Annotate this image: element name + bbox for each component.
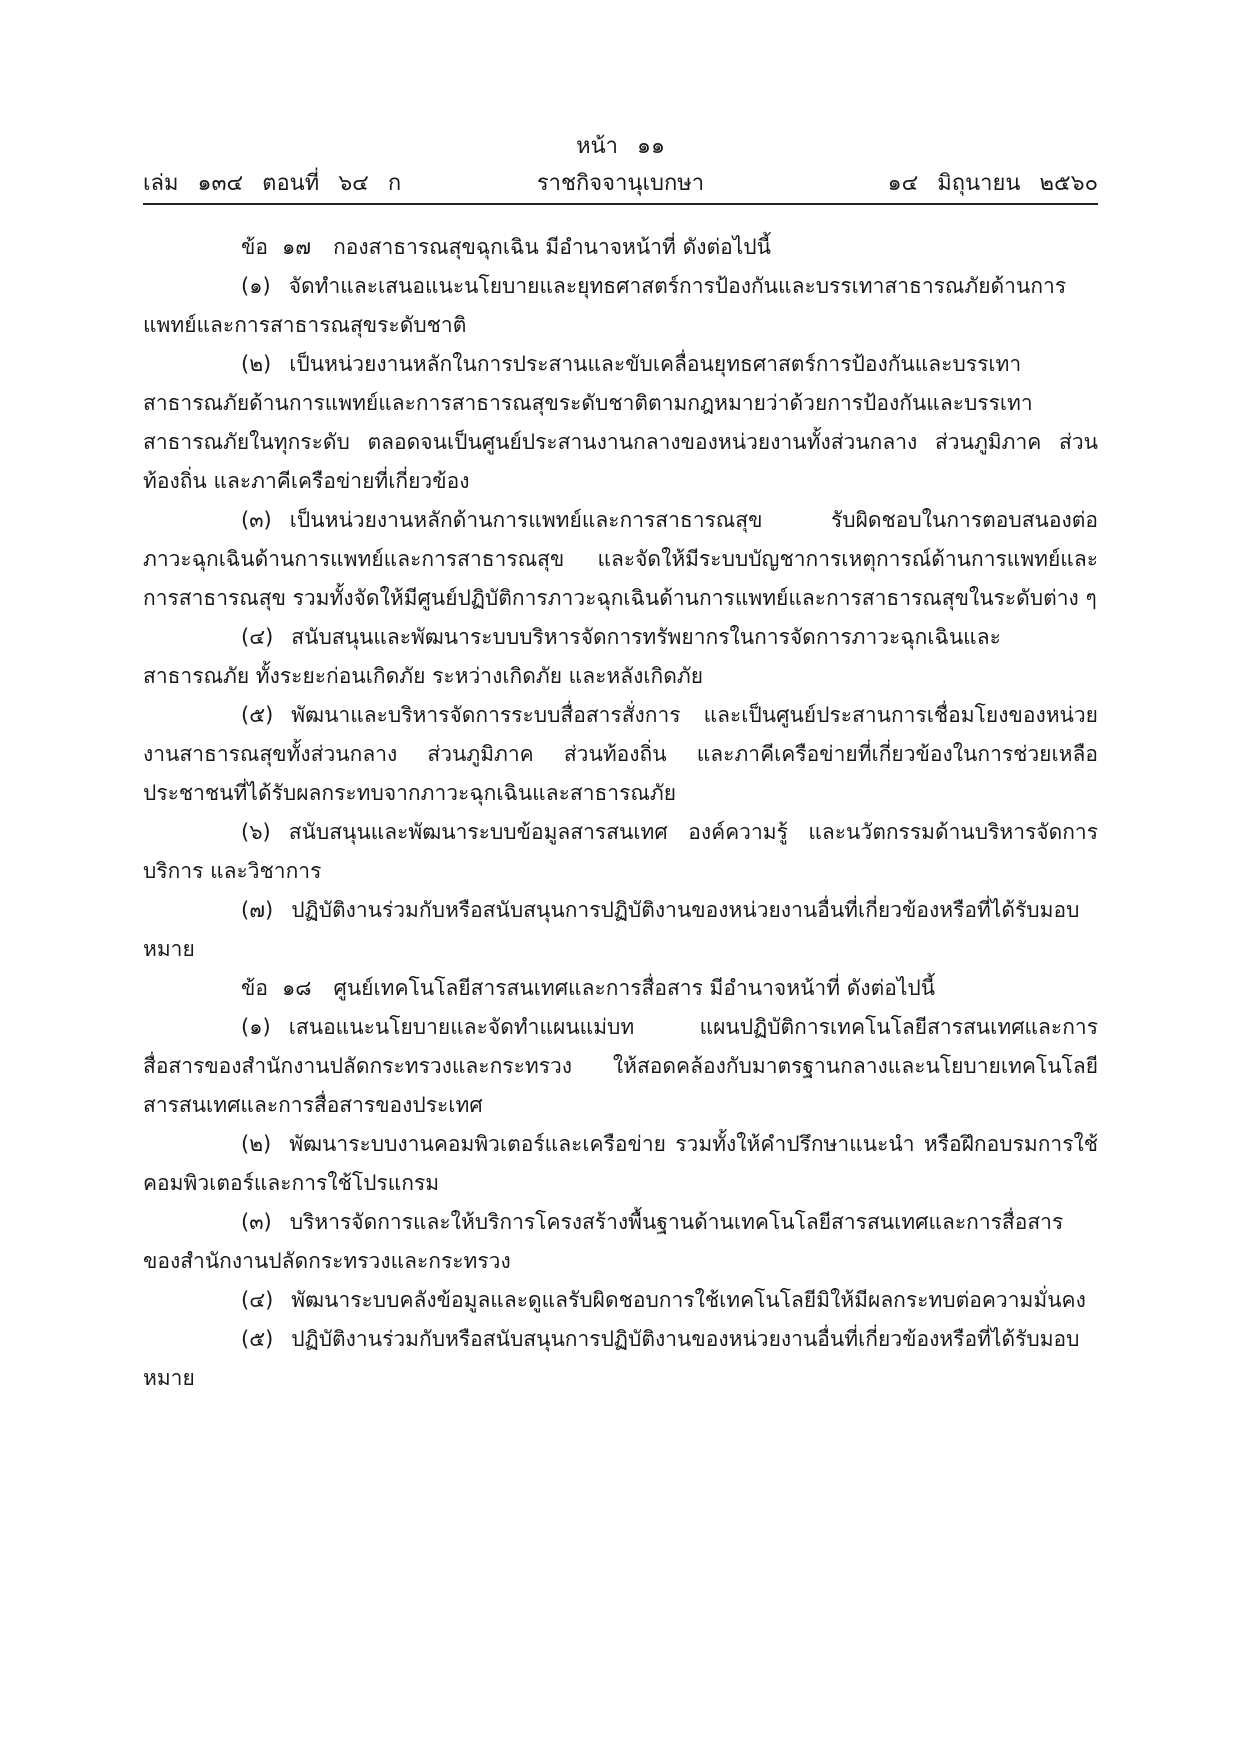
list-item xyxy=(143,267,1098,345)
issue-section: ก xyxy=(387,171,402,196)
item-text: ปฏิบัติงานร่วมกับหรือสนับสนุนการปฏิบัติงานของหน่วยงานอื่นที่เกี่ยวข้องหรือที่ได้รับมอบหมาย xyxy=(143,898,1080,961)
section-number: ๑๘ xyxy=(281,976,312,1000)
page-number-value: ๑๑ xyxy=(636,134,665,159)
item-text: เป็นหน่วยงานหลักด้านการแพทย์และการสาธารณสุข รับผิดชอบในการตอบสนองต่อภาวะฉุกเฉินด้านการแพทย์และการสาธารณสุข และจัดให้มีระบบบัญชาการเหตุการณ์ด้านการแพทย์และการสาธารณสุข รวมทั้งจัดให้มีศูนย์ปฏิบัติการภาวะฉุกเฉินด้านการแพทย์และการสาธารณสุขในระดับต่าง ๆ xyxy=(143,508,1098,610)
item-number: (๖) xyxy=(241,820,271,844)
section-label: ข้อ xyxy=(241,976,268,1000)
item-number: (๒) xyxy=(241,1132,272,1156)
item-number: (๑) xyxy=(241,1015,271,1039)
publication-date xyxy=(888,165,1098,200)
date-month: มิถุนายน xyxy=(937,171,1021,196)
section-heading-text: ศูนย์เทคโนโลยีสารสนเทศและการสื่อสาร มีอำนาจหน้าที่ ดังต่อไปนี้ xyxy=(333,976,936,1000)
item-text: เป็นหน่วยงานหลักในการประสานและขับเคลื่อนยุทธศาสตร์การป้องกันและบรรเทาสาธารณภัยด้านการแพทย์และการสาธารณสุขระดับชาติตามกฎหมายว่าด้วยการป้องกันและบรรเทาสาธารณภัยในทุกระดับ ตลอดจนเป็นศูนย์ประสานงานกลางของหน่วยงานทั้งส่วนกลาง ส่วนภูมิภาค ส่วนท้องถิ่น และภาคีเครือข่ายที่เกี่ยวข้อง xyxy=(143,352,1098,493)
list-item xyxy=(143,813,1098,891)
item-number: (๓) xyxy=(241,1210,272,1234)
issue-label: ตอนที่ xyxy=(262,171,320,196)
item-text: เสนอแนะนโยบายและจัดทำแผนแม่บท แผนปฏิบัติการเทคโนโลยีสารสนเทศและการสื่อสารของสำนักงานปลัดกระทรวงและกระทรวง ให้สอดคล้องกับมาตรฐานกลางและนโยบายเทคโนโลยีสารสนเทศและการสื่อสารของประเทศ xyxy=(143,1015,1098,1117)
item-number: (๔) xyxy=(241,1288,274,1312)
document-body xyxy=(143,228,1098,1398)
page-label: หน้า xyxy=(576,134,618,159)
item-number: (๗) xyxy=(241,898,274,922)
item-number: (๔) xyxy=(241,625,274,649)
issue-number: ๖๔ xyxy=(338,171,369,196)
list-item xyxy=(143,1125,1098,1203)
list-item xyxy=(143,1281,1098,1320)
item-number: (๓) xyxy=(241,508,272,532)
section-heading-text: กองสาธารณสุขฉุกเฉิน มีอำนาจหน้าที่ ดังต่อไปนี้ xyxy=(333,235,771,259)
list-item xyxy=(143,1008,1098,1125)
item-text: พัฒนาระบบงานคอมพิวเตอร์และเครือข่าย รวมทั้งให้คำปรึกษาแนะนำ หรือฝึกอบรมการใช้คอมพิวเตอร์และการใช้โปรแกรม xyxy=(143,1132,1098,1195)
list-item xyxy=(143,501,1098,618)
section-heading xyxy=(143,228,1098,267)
item-text: สนับสนุนและพัฒนาระบบข้อมูลสารสนเทศ องค์ความรู้ และนวัตกรรมด้านบริหารจัดการบริการ และวิชาการ xyxy=(143,820,1098,883)
item-text: บริหารจัดการและให้บริการโครงสร้างพื้นฐานด้านเทคโนโลยีสารสนเทศและการสื่อสารของสำนักงานปลัดกระทรวงและกระทรวง xyxy=(143,1210,1064,1273)
list-item xyxy=(143,1320,1098,1398)
date-day: ๑๔ xyxy=(887,171,919,196)
header-rule xyxy=(143,203,1098,205)
item-number: (๕) xyxy=(241,703,274,727)
gazette-title: ราชกิจจานุเบกษา xyxy=(536,171,705,196)
section-heading xyxy=(143,969,1098,1008)
list-item xyxy=(143,891,1098,969)
item-text: พัฒนาและบริหารจัดการระบบสื่อสารสั่งการ และเป็นศูนย์ประสานการเชื่อมโยงของหน่วยงานสาธารณสุขทั้งส่วนกลาง ส่วนภูมิภาค ส่วนท้องถิ่น และภาคีเครือข่ายที่เกี่ยวข้องในการช่วยเหลือประชาชนที่ได้รับผลกระทบจากภาวะฉุกเฉินและสาธารณภัย xyxy=(143,703,1098,805)
list-item xyxy=(143,1203,1098,1281)
item-number: (๕) xyxy=(241,1327,274,1351)
item-text: ปฏิบัติงานร่วมกับหรือสนับสนุนการปฏิบัติงานของหน่วยงานอื่นที่เกี่ยวข้องหรือที่ได้รับมอบหมาย xyxy=(143,1327,1080,1390)
item-number: (๑) xyxy=(241,274,271,298)
list-item xyxy=(143,618,1098,696)
page-number xyxy=(0,128,1241,163)
list-item xyxy=(143,696,1098,813)
volume-label: เล่ม xyxy=(143,171,179,196)
item-text: สนับสนุนและพัฒนาระบบบริหารจัดการทรัพยากรในการจัดการภาวะฉุกเฉินและสาธารณภัย ทั้งระยะก่อนเกิดภัย ระหว่างเกิดภัย และหลังเกิดภัย xyxy=(143,625,1001,688)
item-text: จัดทำและเสนอแนะนโยบายและยุทธศาสตร์การป้องกันและบรรเทาสาธารณภัยด้านการแพทย์และการสาธารณสุขระดับชาติ xyxy=(143,274,1067,337)
item-number: (๒) xyxy=(241,352,272,376)
section-label: ข้อ xyxy=(241,235,268,259)
volume-number: ๑๓๔ xyxy=(197,171,244,196)
running-head xyxy=(143,165,1098,201)
section-number: ๑๗ xyxy=(281,235,312,259)
item-text: พัฒนาระบบคลังข้อมูลและดูแลรับผิดชอบการใช้เทคโนโลยีมิให้มีผลกระทบต่อความมั่นคง xyxy=(291,1288,1086,1312)
date-year: ๒๕๖๐ xyxy=(1039,171,1098,196)
list-item xyxy=(143,345,1098,501)
